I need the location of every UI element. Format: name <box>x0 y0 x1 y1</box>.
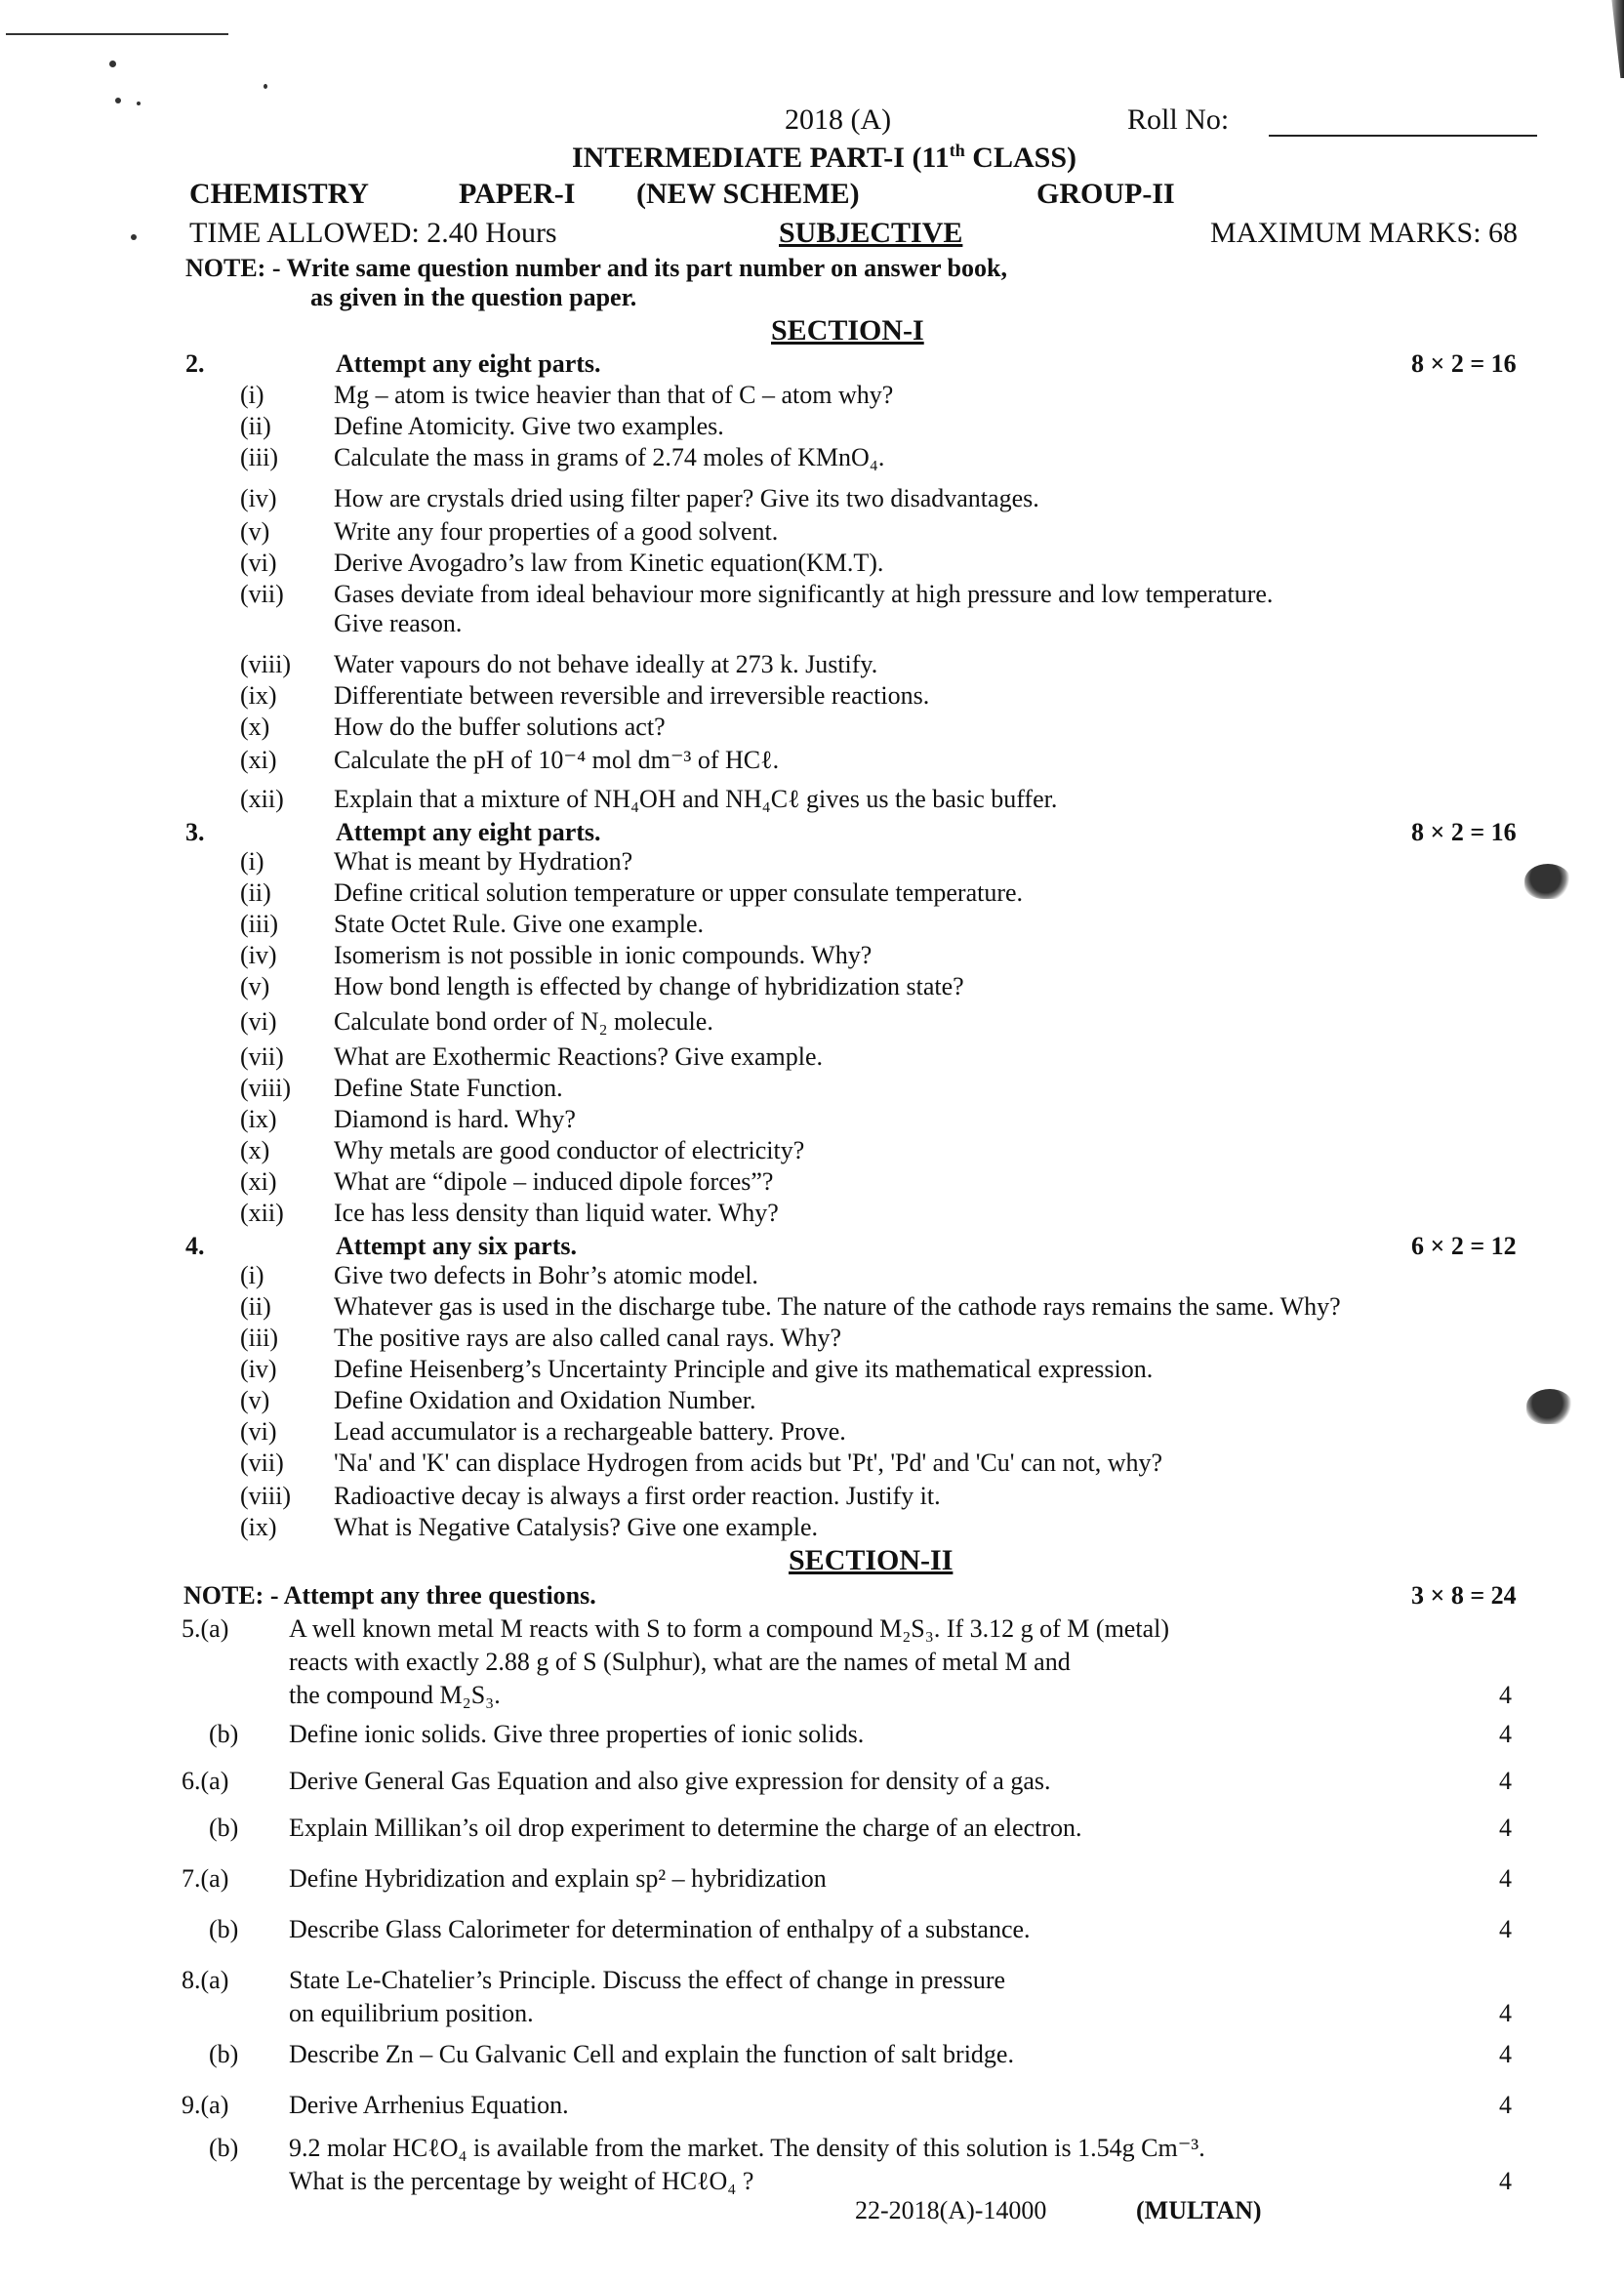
part-text: Write any four properties of a good solvent. <box>334 517 779 546</box>
part-text: Derive Avogadro’s law from Kinetic equation(KM.T). <box>334 549 884 577</box>
part-number: (v) <box>240 972 270 1000</box>
part-text: Define Heisenberg’s Uncertainty Principle and give its mathematical expression. <box>334 1355 1154 1383</box>
question-line: Define Hybridization and explain sp² – hybridization <box>289 1864 827 1893</box>
part-text: 'Na' and 'K' can displace Hydrogen from acids but 'Pt', 'Pd' and 'Cu' can not, why? <box>334 1448 1163 1477</box>
paper-code: 22-2018(A)-14000 <box>855 2196 1047 2224</box>
paper-type: SUBJECTIVE <box>779 217 963 249</box>
part-number: (ix) <box>240 1105 277 1133</box>
section-2-marks: 3 × 8 = 24 <box>1411 1581 1517 1610</box>
part-number: (iv) <box>240 1355 277 1383</box>
part-marks: 4 <box>1499 1767 1512 1795</box>
part-number: (viii) <box>240 650 291 678</box>
scan-speck <box>115 98 121 103</box>
group: GROUP-II <box>1036 178 1175 210</box>
part-number: (i) <box>240 1261 264 1289</box>
part-text: Give two defects in Bohr’s atomic model. <box>334 1261 758 1289</box>
question-line: A well known metal M reacts with S to form a compound M₂S₃. If 3.12 g of M (metal) <box>289 1614 1169 1643</box>
part-number: (vii) <box>240 1448 284 1477</box>
question-part-number: (b) <box>209 2040 239 2068</box>
question-line: State Le-Chatelier’s Principle. Discuss the effect of change in pressure <box>289 1966 1006 1994</box>
question-instruction: Attempt any eight parts. <box>336 818 601 846</box>
part-number: (vi) <box>240 549 277 577</box>
part-number: (ii) <box>240 412 271 440</box>
part-text: What are “dipole – induced dipole forces”? <box>334 1167 774 1196</box>
part-marks: 4 <box>1499 1864 1512 1893</box>
part-number: (vii) <box>240 1042 284 1071</box>
part-number: (i) <box>240 847 264 876</box>
question-part-number: 9.(a) <box>182 2091 229 2119</box>
question-line: Describe Glass Calorimeter for determination of enthalpy of a substance. <box>289 1915 1031 1943</box>
question-part-number: 6.(a) <box>182 1767 229 1795</box>
question-line: on equilibrium position. <box>289 1999 534 2027</box>
question-number: 4. <box>185 1232 205 1260</box>
scan-line <box>6 33 228 35</box>
part-text: Define State Function. <box>334 1074 563 1102</box>
part-number: (x) <box>240 713 270 741</box>
section-2-note: NOTE: - Attempt any three questions. <box>183 1581 596 1610</box>
part-text: Diamond is hard. Why? <box>334 1105 576 1133</box>
part-number: (xii) <box>240 785 284 813</box>
section-1-title: SECTION-I <box>771 314 924 347</box>
part-text: Gases deviate from ideal behaviour more significantly at high pressure and low temperature. <box>334 580 1274 608</box>
scan-speck <box>109 61 116 67</box>
part-text: What is Negative Catalysis? Give one example. <box>334 1513 819 1541</box>
part-text-continued: Give reason. <box>334 609 463 637</box>
part-text: How bond length is effected by change of hybridization state? <box>334 972 964 1000</box>
question-line: Derive Arrhenius Equation. <box>289 2091 569 2119</box>
part-number: (i) <box>240 381 264 409</box>
part-text: Whatever gas is used in the discharge tube. The nature of the cathode rays remains the same. Why? <box>334 1292 1341 1321</box>
question-part-number: (b) <box>209 1915 239 1943</box>
part-number: (viii) <box>240 1074 291 1102</box>
question-line: reacts with exactly 2.88 g of S (Sulphur), what are the names of metal M and <box>289 1648 1071 1676</box>
roll-number-field <box>1269 135 1537 137</box>
part-text: State Octet Rule. Give one example. <box>334 910 705 938</box>
question-marks: 6 × 2 = 12 <box>1411 1232 1517 1260</box>
maximum-marks: MAXIMUM MARKS: 68 <box>1210 217 1519 249</box>
part-number: (vi) <box>240 1007 277 1036</box>
part-number: (xi) <box>240 746 277 774</box>
question-part-number: (b) <box>209 1814 239 1842</box>
scan-speck <box>131 234 137 240</box>
part-number: (iii) <box>240 1324 278 1352</box>
time-allowed: TIME ALLOWED: 2.40 Hours <box>189 217 557 249</box>
part-text: Define Oxidation and Oxidation Number. <box>334 1386 756 1414</box>
part-text: How are crystals dried using filter paper? Give its two disadvantages. <box>334 484 1039 512</box>
part-text: Calculate the pH of 10⁻⁴ mol dm⁻³ of HCℓ. <box>334 746 780 774</box>
question-line: 9.2 molar HCℓO₄ is available from the market. The density of this solution is 1.54g Cm⁻³. <box>289 2134 1205 2162</box>
question-line: Derive General Gas Equation and also give expression for density of a gas. <box>289 1767 1051 1795</box>
question-line: What is the percentage by weight of HCℓO₄ ? <box>289 2167 754 2195</box>
ink-blot <box>1524 864 1571 899</box>
exam-year: 2018 (A) <box>785 103 892 136</box>
section-2-title: SECTION-II <box>789 1544 954 1576</box>
note-line-2: as given in the question paper. <box>310 283 637 311</box>
question-part-number: 5.(a) <box>182 1614 229 1643</box>
part-text: Why metals are good conductor of electricity? <box>334 1136 805 1164</box>
part-number: (iii) <box>240 443 278 471</box>
part-marks: 4 <box>1499 2091 1512 2119</box>
part-number: (ix) <box>240 681 277 710</box>
question-part-number: 7.(a) <box>182 1864 229 1893</box>
question-line: Define ionic solids. Give three properties of ionic solids. <box>289 1720 865 1748</box>
part-text: Define critical solution temperature or upper consulate temperature. <box>334 878 1024 907</box>
part-text: The positive rays are also called canal rays. Why? <box>334 1324 842 1352</box>
scan-speck <box>264 84 267 89</box>
part-text: What are Exothermic Reactions? Give example. <box>334 1042 824 1071</box>
part-text: Lead accumulator is a rechargeable battery. Prove. <box>334 1417 846 1446</box>
scan-edge <box>1606 0 1624 78</box>
question-line: the compound M₂S₃. <box>289 1681 501 1709</box>
question-number: 3. <box>185 818 205 846</box>
question-instruction: Attempt any eight parts. <box>336 349 601 378</box>
subject: CHEMISTRY <box>189 178 369 210</box>
question-number: 2. <box>185 349 205 378</box>
question-marks: 8 × 2 = 16 <box>1411 349 1517 378</box>
part-text: Differentiate between reversible and irreversible reactions. <box>334 681 930 710</box>
part-text: Isomerism is not possible in ionic compounds. Why? <box>334 941 873 969</box>
part-number: (ii) <box>240 878 271 907</box>
roll-label: Roll No: <box>1127 103 1230 136</box>
part-text: Calculate bond order of N₂ molecule. <box>334 1007 713 1036</box>
part-number: (xii) <box>240 1199 284 1227</box>
board-name: (MULTAN) <box>1136 2196 1262 2224</box>
scan-speck <box>137 102 141 105</box>
question-marks: 8 × 2 = 16 <box>1411 818 1517 846</box>
paper: PAPER-I <box>459 178 576 210</box>
question-line: Explain Millikan’s oil drop experiment to determine the charge of an electron. <box>289 1814 1082 1842</box>
part-number: (ii) <box>240 1292 271 1321</box>
part-number: (v) <box>240 1386 270 1414</box>
part-marks: 4 <box>1499 2040 1512 2068</box>
part-marks: 4 <box>1499 1999 1512 2027</box>
part-number: (iv) <box>240 941 277 969</box>
part-number: (iv) <box>240 484 277 512</box>
question-part-number: 8.(a) <box>182 1966 229 1994</box>
part-text: Define Atomicity. Give two examples. <box>334 412 724 440</box>
part-marks: 4 <box>1499 1915 1512 1943</box>
part-text: Explain that a mixture of NH₄OH and NH₄Cℓ gives us the basic buffer. <box>334 785 1058 813</box>
scheme: (NEW SCHEME) <box>636 178 860 210</box>
ink-blot <box>1526 1389 1573 1424</box>
part-text: Radioactive decay is always a first order reaction. Justify it. <box>334 1482 941 1510</box>
part-number: (xi) <box>240 1167 277 1196</box>
part-text: Mg – atom is twice heavier than that of C – atom why? <box>334 381 894 409</box>
part-number: (iii) <box>240 910 278 938</box>
part-marks: 4 <box>1499 1720 1512 1748</box>
part-marks: 4 <box>1499 1814 1512 1842</box>
part-number: (viii) <box>240 1482 291 1510</box>
part-number: (x) <box>240 1136 270 1164</box>
part-text: Water vapours do not behave ideally at 273 k. Justify. <box>334 650 878 678</box>
question-part-number: (b) <box>209 2134 239 2162</box>
question-part-number: (b) <box>209 1720 239 1748</box>
part-number: (vii) <box>240 580 284 608</box>
part-text: How do the buffer solutions act? <box>334 713 666 741</box>
note-line-1: NOTE: - Write same question number and its part number on answer book, <box>185 254 1007 282</box>
part-text: Ice has less density than liquid water. Why? <box>334 1199 779 1227</box>
part-marks: 4 <box>1499 1681 1512 1709</box>
question-instruction: Attempt any six parts. <box>336 1232 577 1260</box>
question-line: Describe Zn – Cu Galvanic Cell and explain the function of salt bridge. <box>289 2040 1014 2068</box>
part-text: What is meant by Hydration? <box>334 847 633 876</box>
part-number: (ix) <box>240 1513 277 1541</box>
class-title: INTERMEDIATE PART-I (11th CLASS) <box>572 141 1076 174</box>
part-text: Calculate the mass in grams of 2.74 moles of KMnO₄. <box>334 443 885 471</box>
part-number: (vi) <box>240 1417 277 1446</box>
part-marks: 4 <box>1499 2167 1512 2195</box>
part-number: (v) <box>240 517 270 546</box>
